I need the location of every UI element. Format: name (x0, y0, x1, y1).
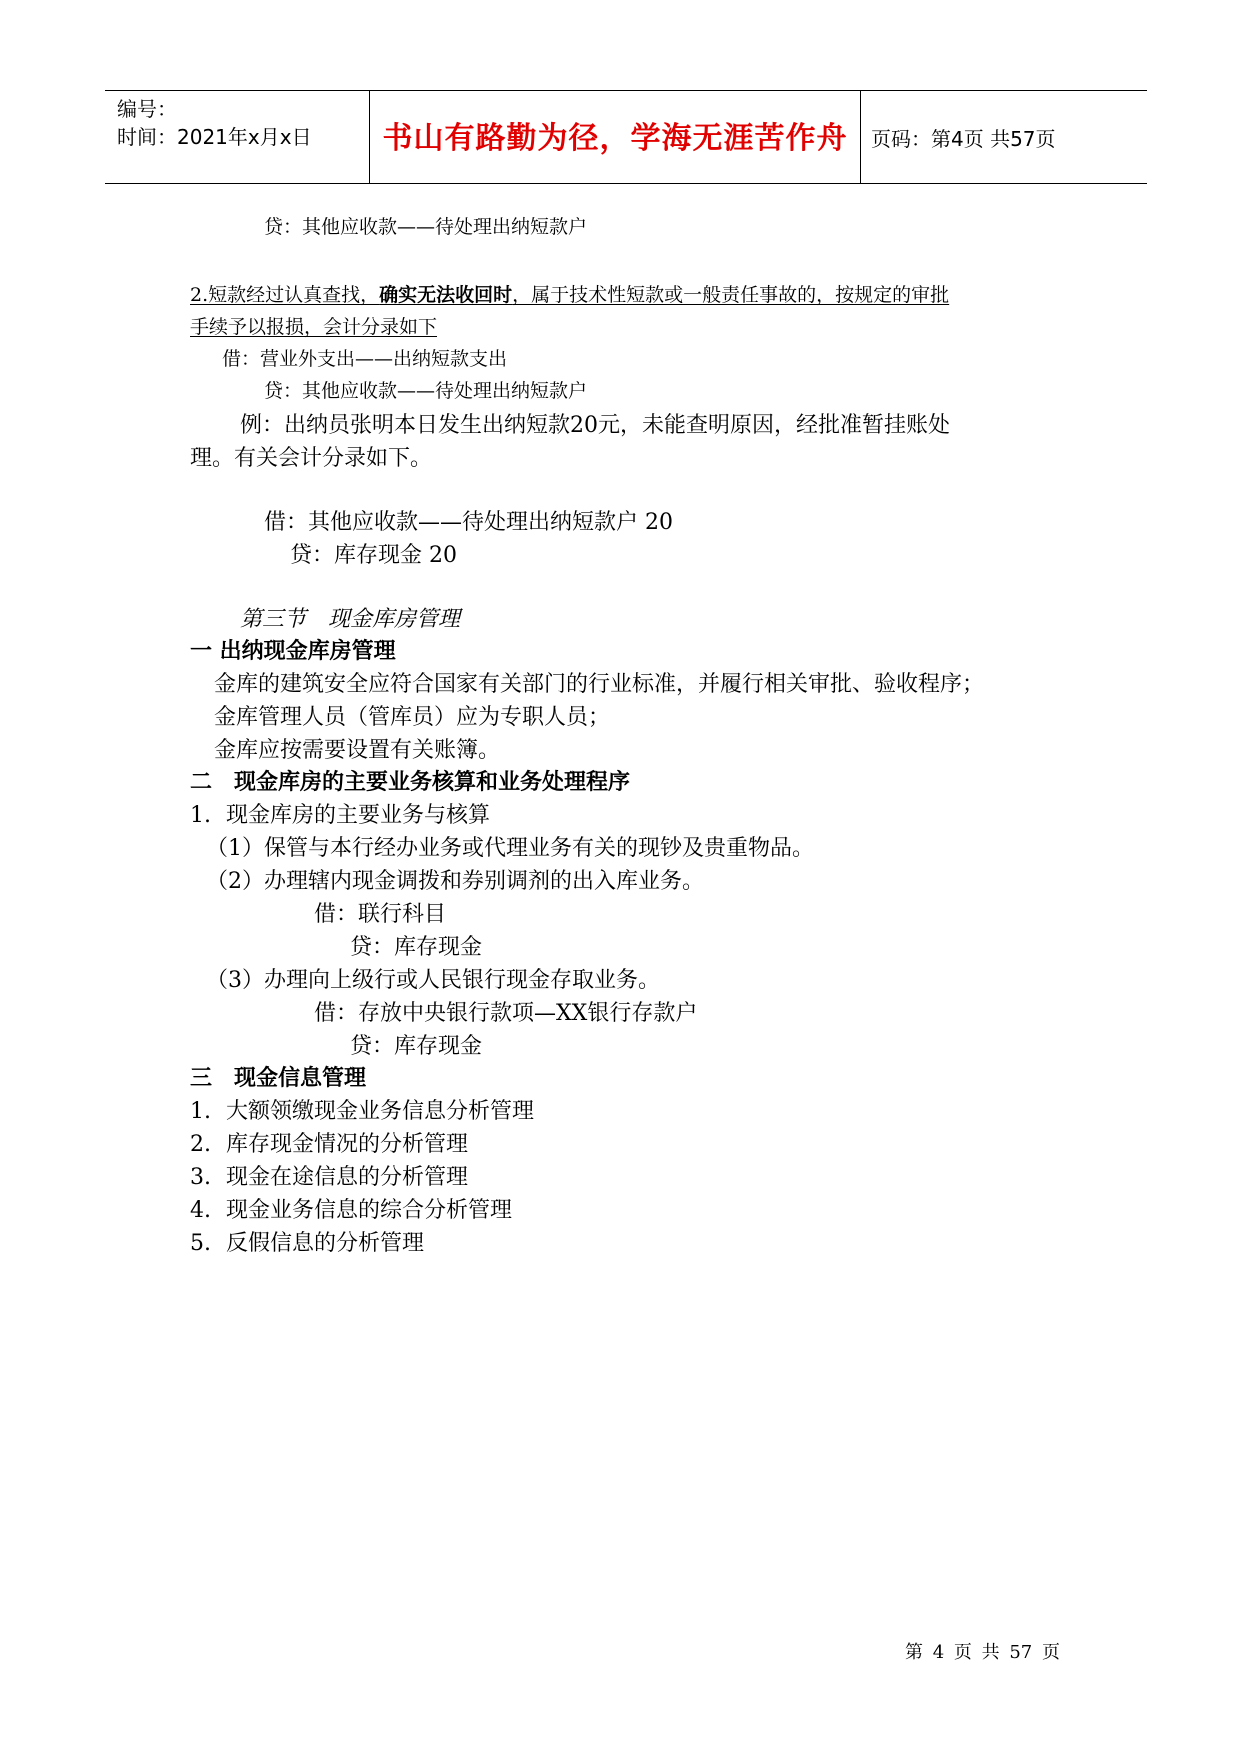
paragraph-bold-phrase: 确实无法收回时 (379, 284, 513, 306)
paragraph-rest: ，属于技术性短款或一般责任事故的，按规定的审批 (512, 284, 950, 306)
example-line: 理。有关会计分录如下。 (190, 446, 433, 471)
paragraph-prefix: 2.短款经过认真查找， (190, 284, 380, 306)
list-item: 金库应按需要设置有关账簿。 (214, 738, 501, 763)
list-item: 金库管理人员（管库员）应为专职人员； (214, 705, 611, 730)
heading-1: 一 出纳现金库房管理 (190, 639, 396, 664)
list-item (190, 1094, 534, 1125)
example-line: 例：出纳员张明本日发生出纳短款20元，未能查明原因，经批准暂挂账处 (240, 413, 950, 438)
list-text: 库存现金情况的分析管理 (226, 1132, 469, 1157)
credit-entry-line: 贷：其他应收款——待处理出纳短款户 (264, 380, 588, 402)
list-number: 3. (190, 1165, 211, 1190)
list-number: 4. (190, 1198, 211, 1223)
credit-entry-line: 贷：其他应收款——待处理出纳短款户 (264, 216, 588, 238)
list-text: 现金业务信息的综合分析管理 (226, 1198, 513, 1223)
sub-heading-text: 现金库房的主要业务与核算 (226, 803, 491, 828)
list-text: 反假信息的分析管理 (226, 1231, 425, 1256)
list-item: （2）办理辖内现金调拨和券别调剂的出入库业务。 (206, 869, 704, 894)
section-title: 第三节 现金库房管理 (240, 607, 461, 632)
list-number: 1. (190, 1099, 211, 1124)
list-item: 金库的建筑安全应符合国家有关部门的行业标准，并履行相关审批、验收程序； (214, 672, 985, 697)
header-divider (860, 91, 861, 183)
paragraph-writeoff (190, 280, 949, 307)
credit-entry-line: 贷：库存现金 (350, 935, 483, 960)
list-item (190, 1160, 468, 1191)
header-motto: 书山有路勤为径，学海无涯苦作舟 (382, 121, 848, 156)
list-item: （1）保管与本行经办业务或代理业务有关的现钞及贵重物品。 (206, 836, 814, 861)
heading-3: 三 现金信息管理 (190, 1066, 367, 1091)
example-credit: 贷：库存现金 20 (290, 543, 457, 568)
credit-entry-line: 贷：库存现金 (350, 1034, 483, 1059)
list-item (190, 1226, 424, 1257)
list-item (190, 1127, 468, 1158)
paragraph-writeoff-line2: 手续予以报损，会计分录如下 (190, 316, 438, 338)
list-number: 5. (190, 1231, 211, 1256)
list-item (190, 1193, 512, 1224)
serial-label: 编号： (117, 97, 177, 121)
date-label: 时间：2021年x月x日 (117, 125, 312, 149)
sub-heading (190, 798, 490, 829)
list-text: 现金在途信息的分析管理 (226, 1165, 469, 1190)
example-debit: 借：其他应收款——待处理出纳短款户 20 (264, 510, 673, 535)
page-header (105, 90, 1147, 184)
heading-2: 二 现金库房的主要业务核算和业务处理程序 (190, 770, 631, 795)
list-text: 大额领缴现金业务信息分析管理 (226, 1099, 535, 1124)
header-page-number: 页码：第4页 共57页 (871, 127, 1056, 151)
debit-entry-line: 借：营业外支出——出纳短款支出 (222, 348, 508, 370)
header-meta (117, 95, 312, 151)
page-footer: 第 4 页 共 57 页 (905, 1642, 1060, 1663)
list-number: 2. (190, 1132, 211, 1157)
list-item: （3）办理向上级行或人民银行现金存取业务。 (206, 968, 660, 993)
sub-heading-number: 1. (190, 803, 211, 828)
debit-entry-line: 借：存放中央银行款项—XX银行存款户 (314, 1001, 698, 1026)
debit-entry-line: 借：联行科目 (314, 902, 447, 927)
